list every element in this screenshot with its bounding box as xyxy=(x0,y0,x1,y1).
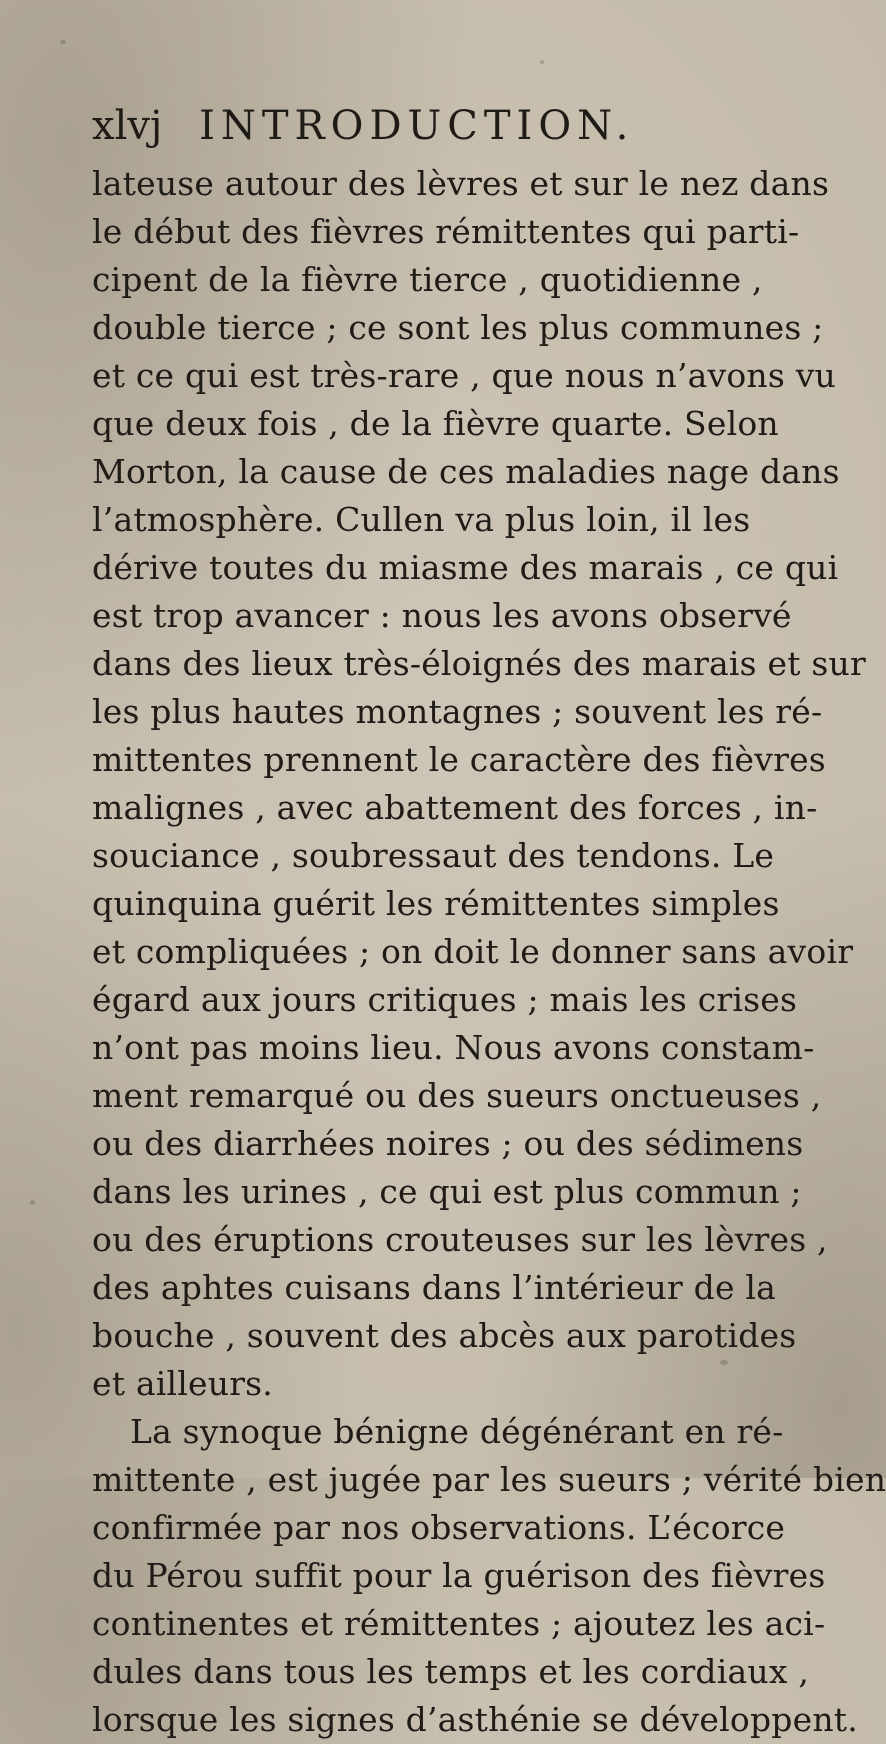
text-line: du Pérou suffit pour la guérison des fièvres xyxy=(92,1556,826,1595)
text-line: le début des fièvres rémittentes qui parti- xyxy=(92,212,800,251)
text-line: malignes , avec abattement des forces , in- xyxy=(92,788,818,827)
text-line: les plus hautes montagnes ; souvent les ré- xyxy=(92,692,823,731)
text-line: et compliquées ; on doit le donner sans avoir xyxy=(92,932,854,971)
text-line: cipent de la fièvre tierce , quotidienne , xyxy=(92,260,763,299)
text-line: quinquina guérit les rémittentes simples xyxy=(92,884,780,923)
text-line: continentes et rémittentes ; ajoutez les aci- xyxy=(92,1604,826,1643)
text-line: égard aux jours critiques ; mais les crises xyxy=(92,980,798,1019)
running-head: INTRODUCTION. xyxy=(199,103,635,149)
text-line: lorsque les signes d’asthénie se développent. xyxy=(92,1700,858,1739)
text-line: dans des lieux très-éloignés des marais et sur xyxy=(92,644,866,683)
text-line: mittentes prennent le caractère des fièvres xyxy=(92,740,826,779)
paper-speck xyxy=(60,40,66,44)
page-number: xlvj xyxy=(92,103,163,149)
text-line: souciance , soubressaut des tendons. Le xyxy=(92,836,775,875)
text-line: lateuse autour des lèvres et sur le nez dans xyxy=(92,164,830,203)
text-line: et ce qui est très-rare , que nous n’avons vu xyxy=(92,356,836,395)
page-header xyxy=(92,102,634,150)
paragraph-start-line: La synoque bénigne dégénérant en ré- xyxy=(130,1412,784,1451)
text-line: dules dans tous les temps et les cordiaux , xyxy=(92,1652,810,1691)
text-line: dans les urines , ce qui est plus commun ; xyxy=(92,1172,802,1211)
text-line: double tierce ; ce sont les plus communes ; xyxy=(92,308,824,347)
text-line: que deux fois , de la fièvre quarte. Selon xyxy=(92,404,779,443)
text-line: confirmée par nos observations. L’écorce xyxy=(92,1508,786,1547)
text-line: Morton, la cause de ces maladies nage dans xyxy=(92,452,840,491)
text-line: bouche , souvent des abcès aux parotides xyxy=(92,1316,797,1355)
body-text xyxy=(92,160,886,1744)
text-line: est trop avancer : nous les avons observé xyxy=(92,596,792,635)
text-line: et ailleurs. xyxy=(92,1364,273,1403)
paper-speck xyxy=(540,60,544,64)
text-line: des aphtes cuisans dans l’intérieur de la xyxy=(92,1268,776,1307)
paper-speck xyxy=(30,1200,35,1205)
text-line: ou des diarrhées noires ; ou des sédimens xyxy=(92,1124,804,1163)
text-line: ment remarqué ou des sueurs onctueuses , xyxy=(92,1076,822,1115)
text-line: dérive toutes du miasme des marais , ce qui xyxy=(92,548,839,587)
text-line: n’ont pas moins lieu. Nous avons constam- xyxy=(92,1028,815,1067)
text-line: l’atmosphère. Cullen va plus loin, il les xyxy=(92,500,751,539)
text-line: ou des éruptions crouteuses sur les lèvres , xyxy=(92,1220,828,1259)
text-line: mittente , est jugée par les sueurs ; vérité bien xyxy=(92,1460,886,1499)
